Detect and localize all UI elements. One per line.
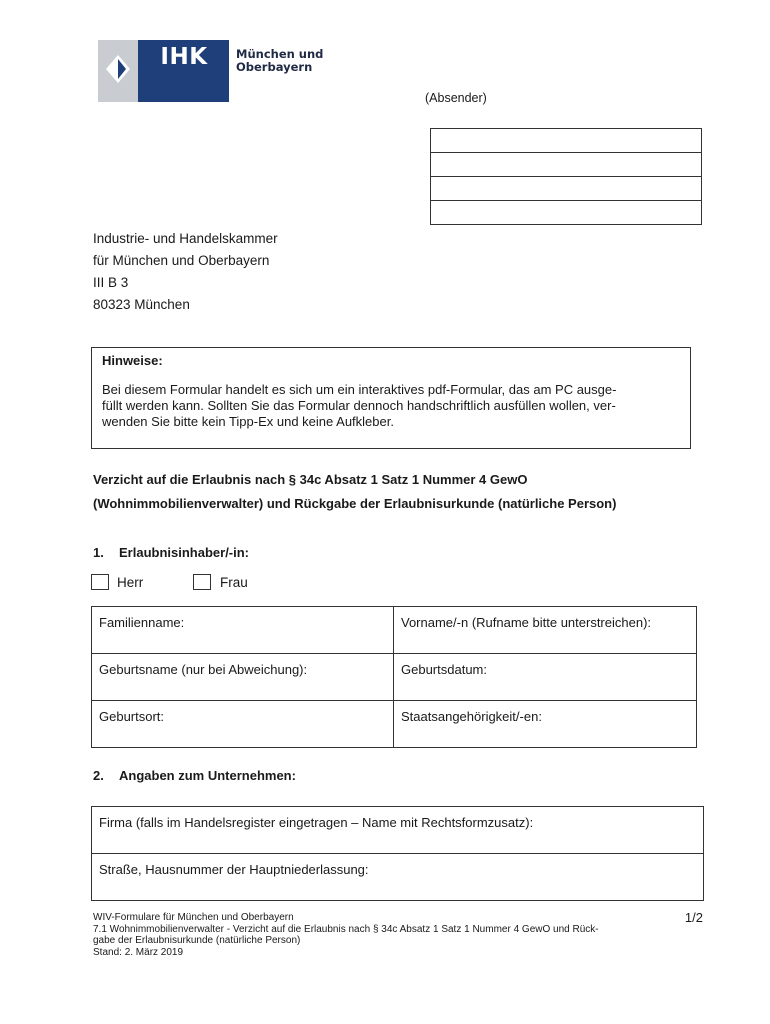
recipient-line-1: Industrie- und Handelskammer: [93, 231, 278, 246]
table-row: [92, 654, 697, 701]
staatsangehoerigkeit-field[interactable]: Staatsangehörigkeit/-en:: [394, 701, 697, 748]
strasse-field[interactable]: Straße, Hausnummer der Hauptniederlassung:: [92, 854, 704, 901]
herr-checkbox[interactable]: [91, 574, 109, 590]
recipient-line-2: für München und Oberbayern: [93, 253, 270, 268]
geburtsname-field[interactable]: Geburtsname (nur bei Abweichung):: [92, 654, 394, 701]
document-title-line-2: (Wohnimmobilienverwalter) und Rückgabe der Erlaubnisurkunde (natürliche Person): [93, 496, 617, 511]
logo-name-line2: Oberbayern: [236, 60, 313, 74]
sender-label: (Absender): [425, 91, 487, 105]
notes-text: [102, 382, 680, 430]
document-title: [93, 468, 713, 516]
document-title-line-1: Verzicht auf die Erlaubnis nach § 34c Absatz 1 Satz 1 Nummer 4 GewO: [93, 472, 528, 487]
table-row: [92, 807, 704, 854]
geburtsdatum-field[interactable]: Geburtsdatum:: [394, 654, 697, 701]
sender-line-1[interactable]: [431, 129, 701, 153]
frau-label: Frau: [220, 575, 248, 590]
ihk-diamond-icon: [104, 55, 132, 83]
section-2-title: Angaben zum Unternehmen:: [119, 768, 296, 783]
logo-abbreviation: IHK: [160, 44, 208, 70]
familienname-field[interactable]: Familienname:: [92, 607, 394, 654]
recipient-line-4: 80323 München: [93, 297, 190, 312]
sender-address-box: [430, 128, 702, 225]
footer-line-2: 7.1 Wohnimmobilienverwalter - Verzicht auf die Erlaubnis nach § 34c Absatz 1 Satz 1 Nummer 4 GewO und Rück-: [93, 923, 599, 935]
logo-chamber-name: [236, 48, 323, 74]
recipient-line-3: III B 3: [93, 275, 129, 290]
table-row: [92, 701, 697, 748]
sender-line-2[interactable]: [431, 153, 701, 177]
recipient-address: [93, 228, 278, 316]
vorname-field[interactable]: Vorname/-n (Rufname bitte unterstreichen):: [394, 607, 697, 654]
notes-title: Hinweise:: [102, 353, 163, 368]
footer-line-4: Stand: 2. März 2019: [93, 946, 184, 958]
notes-text-line-2: füllt werden kann. Sollten Sie das Formular dennoch handschriftlich ausfüllen wollen, ver-: [102, 398, 616, 413]
section-2-heading: [93, 768, 296, 783]
page-number: 1/2: [684, 910, 703, 925]
frau-checkbox[interactable]: [193, 574, 211, 590]
company-fields-table: [91, 806, 704, 901]
section-1-number: 1.: [93, 545, 104, 560]
section-1-heading: [93, 545, 249, 560]
logo-name-line1: München und: [236, 47, 324, 61]
table-row: [92, 854, 704, 901]
notes-box: [91, 347, 691, 449]
geburtsort-field[interactable]: Geburtsort:: [92, 701, 394, 748]
firma-field[interactable]: Firma (falls im Handelsregister eingetragen – Name mit Rechtsformzusatz):: [92, 807, 704, 854]
notes-text-line-1: Bei diesem Formular handelt es sich um ein interaktives pdf-Formular, das am PC ausge-: [102, 382, 617, 397]
sender-line-4[interactable]: [431, 201, 701, 224]
footer-line-3: gabe der Erlaubnisurkunde (natürliche Person): [93, 935, 301, 946]
sender-line-3[interactable]: [431, 177, 701, 201]
herr-label: Herr: [117, 575, 144, 590]
person-fields-table: [91, 606, 697, 748]
section-2-number: 2.: [93, 768, 104, 783]
table-row: [92, 607, 697, 654]
footer-line-1: WIV-Formulare für München und Oberbayern: [93, 912, 294, 923]
notes-text-line-3: wenden Sie bitte kein Tipp-Ex und keine Aufkleber.: [102, 414, 394, 429]
section-1-title: Erlaubnisinhaber/-in:: [119, 545, 250, 560]
page-footer: [93, 912, 703, 958]
